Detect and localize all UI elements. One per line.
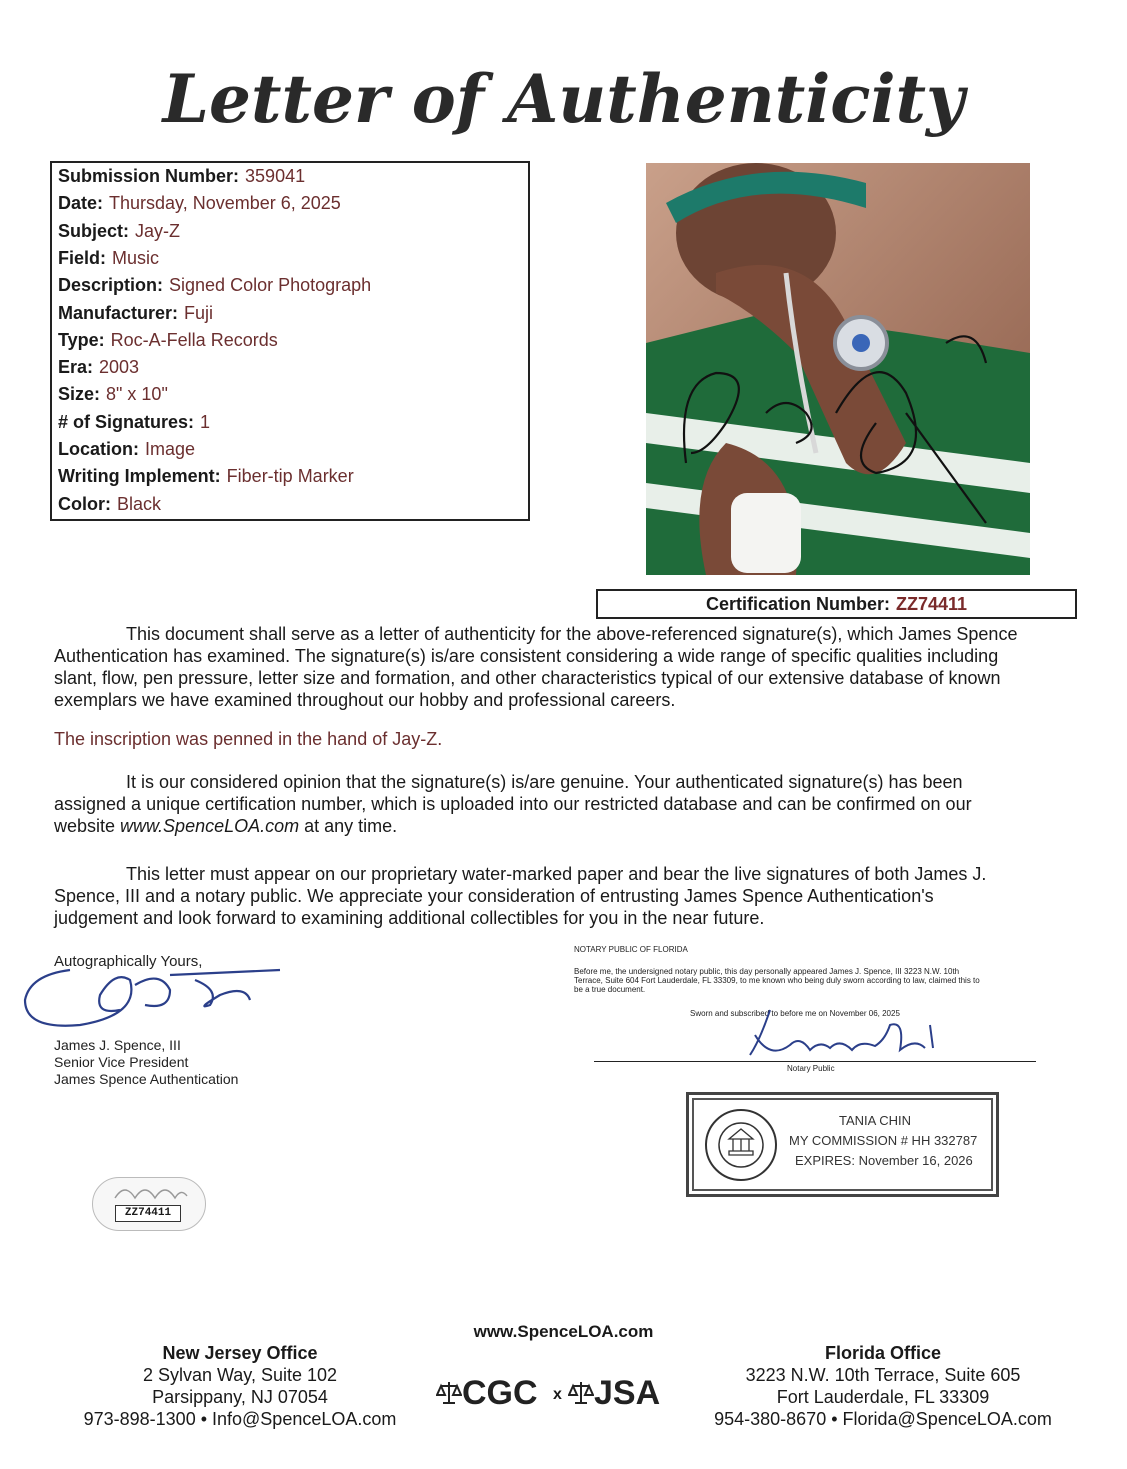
detail-key: Type: [58,329,105,350]
detail-value: Black [117,493,162,514]
p1-line-4: exemplars we have examined throughout our hobby and professional careers. [54,690,676,710]
detail-row [58,166,305,187]
fl-office-line2: Fort Lauderdale, FL 33309 [776,1387,990,1407]
fl-office [700,1342,1066,1430]
detail-value: Thursday, November 6, 2025 [109,193,341,214]
notary-seal-icon [703,1107,779,1183]
detail-key: Era: [58,357,94,378]
detail-row [58,248,159,269]
stamp-expires: EXPIRES: November 16, 2026 [795,1153,973,1168]
detail-row [58,357,139,378]
p1-line-2: Authentication has examined. The signature(s) is/are consistent considering a wide range of specific qualities including [54,646,999,666]
p2-line-2: assigned a unique certification number, which is uploaded into our restricted database and can be confirmed on our [54,794,972,814]
signed-photo [646,163,1030,575]
nj-office-line2: Parsippany, NJ 07054 [152,1387,328,1407]
scales-icon [436,1380,462,1406]
nj-office-line3: 973-898-1300 • Info@SpenceLOA.com [83,1409,397,1429]
detail-value: 359041 [245,166,306,186]
detail-value: Signed Color Photograph [169,275,372,296]
stamp-name: TANIA CHIN [839,1113,911,1128]
detail-key: Manufacturer: [58,302,179,323]
website-link[interactable]: www.SpenceLOA.com [120,816,300,836]
detail-row [58,412,210,433]
detail-key: Location: [58,439,139,459]
stamp-commission: MY COMMISSION # HH 332787 [789,1133,978,1148]
scales-icon-right [568,1380,594,1406]
fl-office-heading: Florida Office [824,1343,941,1363]
certification-number: ZZ74411 [895,594,968,614]
notary-sworn: Sworn and subscribed to before me on November 06, 2025 [690,1009,900,1018]
detail-key: Size: [58,384,101,405]
p2-line-3 [54,815,1094,837]
nj-office-heading: New Jersey Office [162,1343,318,1363]
p1-line-3: slant, flow, pen pressure, letter size and formation, and other characteristics typical of our extensive database of known [54,668,1001,688]
paragraph-watermark [54,863,1094,929]
detail-key: Field: [58,247,106,268]
logo-jsa: JSA [594,1374,661,1412]
notary-signature [740,1000,960,1065]
detail-key: Submission Number: [58,166,240,186]
closing-text: Autographically Yours, [54,953,203,970]
notary-heading: NOTARY PUBLIC OF FLORIDA [574,945,688,954]
detail-key: Date: [58,193,104,214]
detail-value: Music [112,247,160,268]
detail-row [58,466,354,487]
notary-label: Notary Public [787,1064,835,1073]
hologram-number: ZZ74411 [115,1205,181,1222]
detail-key: Subject: [58,220,130,241]
nj-office-line1: 2 Sylvan Way, Suite 102 [142,1365,338,1385]
detail-value: 2003 [99,357,140,378]
photo-illustration [646,163,1030,575]
fl-office-line3: 954-380-8670 • Florida@SpenceLOA.com [714,1409,1052,1429]
p1-line-1: This document shall serve as a letter of authenticity for the above-referenced signature(s), which James Spence [126,624,1018,644]
detail-key: Color: [58,493,111,514]
logo-x: x [553,1386,562,1403]
fl-office-line1: 3223 N.W. 10th Terrace, Suite 605 [745,1365,1021,1385]
detail-row [58,221,180,242]
signer-company: James Spence Authentication [54,1071,239,1087]
certification-number-box [596,589,1077,619]
certification-label: Certification Number: [705,594,890,614]
detail-key: # of Signatures: [58,411,195,432]
detail-row [58,384,168,405]
p3-line-1: This letter must appear on our proprietary water-marked paper and bear the live signatures of both James J. [126,864,987,884]
detail-row [58,275,371,296]
page-title: Letter of Authenticity [162,60,965,138]
signer-role: Senior Vice President [54,1054,189,1070]
nj-office [60,1342,420,1430]
notary-stamp [686,1092,999,1197]
notary-line-1: Before me, the undersigned notary public, this day personally appeared James J. Spence, III 3223 N.W. 10th [574,967,960,976]
notary-line-2: Terrace, Suite 604 Fort Lauderdale, FL 33309, to me known who being duly sworn according to law, claimed this to [574,976,980,985]
p2-line-1: It is our considered opinion that the signature(s) is/are genuine. Your authenticated signature(s) has been [126,772,963,792]
inscription-note: The inscription was penned in the hand of Jay-Z. [54,729,443,749]
hologram-pattern [111,1180,189,1204]
detail-value: Jay-Z [135,220,181,241]
detail-value: Fiber-tip Marker [226,466,354,487]
notary-line-3: be a true document. [574,985,646,994]
paragraph-authentication [54,623,1094,711]
detail-key: Description: [58,275,164,296]
detail-key: Writing Implement: [58,466,221,487]
detail-row [58,439,195,460]
details-box [50,161,530,521]
signer-name: James J. Spence, III [54,1037,181,1053]
paragraph-opinion [54,771,1094,837]
logo-cgc: CGC [462,1374,538,1412]
detail-value: Roc-A-Fella Records [110,329,278,350]
p3-line-2: Spence, III and a notary public. We appreciate your consideration of entrusting James Spence Authentication's [54,886,934,906]
detail-value: 1 [200,411,211,432]
notary-text [574,967,1074,994]
detail-row [58,330,278,351]
detail-row [58,303,213,324]
detail-value: Fuji [184,302,214,323]
detail-value: 8" x 10" [106,384,168,405]
p2-line-3-post: at any time. [299,816,398,836]
p2-line-3-pre: website [54,816,121,836]
detail-row [58,193,341,214]
p3-line-3: judgement and look forward to examining additional collectibles for you in the near future. [54,908,765,928]
footer-url[interactable]: www.SpenceLOA.com [473,1322,654,1341]
cgc-jsa-logo [436,1374,696,1414]
detail-row [58,494,161,515]
spence-signature [20,950,300,1040]
hologram-sticker [92,1177,206,1231]
notary-signature-line [594,1061,1036,1062]
detail-value: Image [145,439,196,459]
